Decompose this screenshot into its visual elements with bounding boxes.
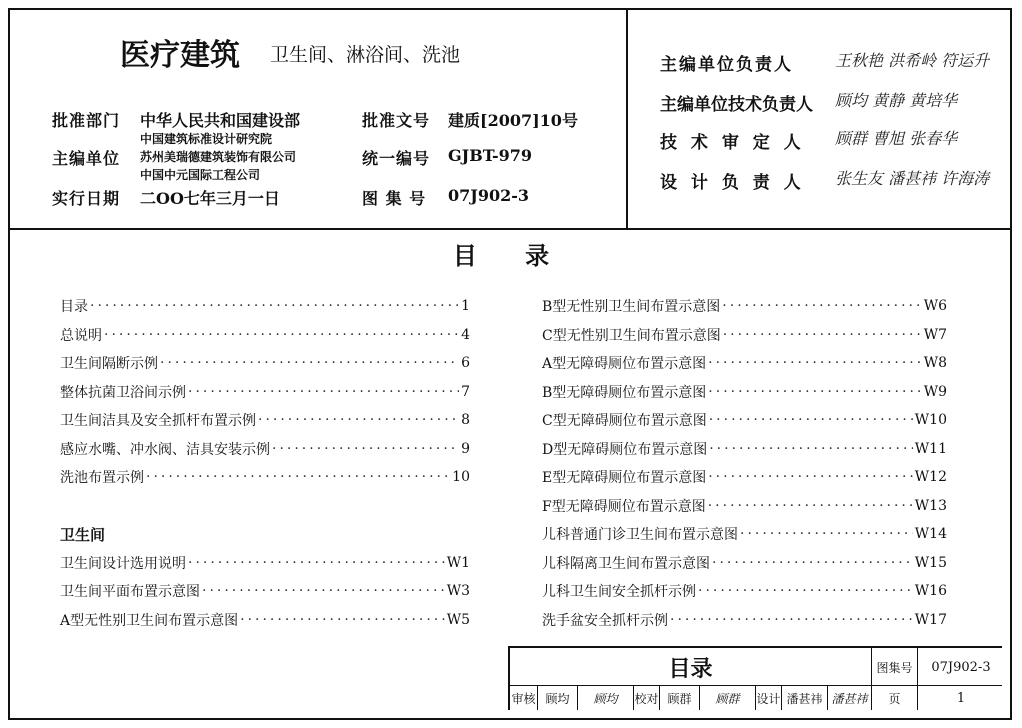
- toc-entry-title: C型无性别卫生间布置示意图: [542, 327, 721, 344]
- toc-entry-title: 卫生间设计选用说明: [60, 555, 186, 572]
- approval-doc-label: 批准文号: [362, 111, 431, 130]
- toc-title: 目 录: [452, 242, 570, 270]
- toc-entry-page: W12: [914, 469, 947, 486]
- signature-names-1: 王秋艳 洪希岭 符运升: [835, 51, 990, 70]
- toc-entry-page: W8: [923, 355, 947, 372]
- toc-leader: [670, 612, 913, 628]
- toc-right-column: [542, 292, 947, 634]
- page-number: 1: [956, 690, 966, 706]
- toc-entry-title: 感应水嘴、冲水阀、洁具安装示例: [60, 441, 270, 458]
- editor-unit-2: 苏州美瑞德建筑装饰有限公司: [140, 150, 297, 164]
- toc-entry-title: A型无性别卫生间布置示意图: [60, 612, 239, 629]
- toc-leader: [740, 526, 913, 542]
- toc-leader: [202, 583, 445, 599]
- title-block-atlas-value: 07J902-3: [931, 659, 991, 675]
- toc-entry[interactable]: [542, 321, 947, 350]
- toc-entry-page: W10: [914, 412, 947, 429]
- toc-entry[interactable]: [60, 463, 470, 492]
- check-name: 顾群: [660, 686, 700, 710]
- signature-role-4: 设 计 负 责 人: [660, 173, 805, 193]
- toc-entry-page: W7: [923, 326, 947, 343]
- page-title: 医疗建筑: [120, 38, 240, 73]
- title-block: [508, 646, 1002, 710]
- toc-entry[interactable]: [542, 292, 947, 321]
- toc-leader: [708, 384, 921, 400]
- toc-entry[interactable]: [542, 492, 947, 521]
- approval-doc-value: 建质[2007]10号: [448, 111, 578, 130]
- toc-entry[interactable]: [542, 520, 947, 549]
- toc-entry[interactable]: [542, 378, 947, 407]
- toc-leader: [708, 498, 913, 514]
- design-label: 设计: [756, 686, 782, 710]
- design-name: 潘甚祎: [782, 686, 828, 710]
- toc-entry-title: B型无障碍厕位布置示意图: [542, 384, 707, 401]
- toc-entry[interactable]: [60, 606, 470, 635]
- toc-leader: [708, 469, 913, 485]
- unified-no-label: 统一编号: [362, 149, 431, 168]
- effective-date-value: 二OO七年三月一日: [140, 189, 280, 208]
- title-block-top-row: [510, 648, 1002, 686]
- review-name: 顾均: [538, 686, 578, 710]
- toc-leader: [146, 469, 450, 485]
- toc-leader: [272, 441, 459, 457]
- toc-entry-page: W1: [446, 554, 470, 571]
- signature-role-1: 主编单位负责人: [660, 55, 793, 75]
- toc-left-column: [60, 292, 470, 634]
- toc-entry-title: 卫生间平面布置示意图: [60, 584, 200, 601]
- toc-leader: [240, 612, 445, 628]
- toc-entry-page: W3: [446, 583, 470, 600]
- signature-names-4: 张生友 潘甚祎 许海涛: [835, 169, 990, 188]
- header-divider: [10, 228, 1010, 230]
- toc-entry[interactable]: [60, 577, 470, 606]
- toc-leader: [258, 412, 459, 428]
- check-signature: 顾群: [700, 686, 756, 710]
- toc-entry-title: 儿科普通门诊卫生间布置示意图: [542, 527, 738, 544]
- toc-leader: [709, 412, 913, 428]
- toc-entry-page: W11: [914, 440, 947, 457]
- toc-entry[interactable]: [60, 321, 470, 350]
- check-label: 校对: [634, 686, 660, 710]
- unified-no-value: GJBT-979: [448, 146, 533, 165]
- toc-entry-title: D型无障碍厕位布置示意图: [542, 441, 708, 458]
- page-label: 页: [872, 686, 918, 710]
- toc-leader: [709, 441, 913, 457]
- atlas-no-value: 07J902-3: [448, 186, 530, 205]
- toc-entry[interactable]: [60, 435, 470, 464]
- toc-leader: [104, 327, 459, 343]
- toc-entry-title: 洗手盆安全抓杆示例: [542, 612, 668, 629]
- review-signature: 顾均: [578, 686, 634, 710]
- toc-entry-page: W16: [914, 583, 947, 600]
- toc-entry-title: E型无障碍厕位布置示意图: [542, 470, 707, 487]
- toc-entry-title: A型无障碍厕位布置示意图: [542, 356, 707, 373]
- toc-leader: [708, 355, 922, 371]
- title-block-bottom-row: [510, 686, 1002, 710]
- toc-entry[interactable]: [542, 435, 947, 464]
- toc-section-heading: 卫生间: [60, 525, 106, 544]
- toc-entry[interactable]: [542, 606, 947, 635]
- toc-entry-title: 整体抗菌卫浴间示例: [60, 384, 186, 401]
- toc-leader: [723, 327, 922, 343]
- toc-spacer: [60, 492, 470, 521]
- toc-leader: [160, 355, 459, 371]
- approval-dept-label: 批准部门: [52, 111, 121, 130]
- toc-entry[interactable]: [60, 292, 470, 321]
- toc-entry-title: 洗池布置示例: [60, 470, 144, 487]
- toc-entry[interactable]: [542, 577, 947, 606]
- toc-entry[interactable]: [60, 549, 470, 578]
- toc-leader: [188, 555, 445, 571]
- toc-entry-page: 7: [461, 383, 470, 400]
- toc-entry-title: 儿科隔离卫生间布置示意图: [542, 555, 710, 572]
- toc-entry-page: 9: [461, 440, 470, 457]
- toc-leader: [722, 298, 921, 314]
- page-subtitle: 卫生间、淋浴间、洗池: [270, 44, 461, 66]
- design-signature: 潘甚祎: [828, 686, 872, 710]
- toc-entry-page: W13: [914, 497, 947, 514]
- toc-entry-title: 总说明: [60, 327, 102, 344]
- toc-leader: [90, 298, 459, 314]
- toc-entry-title: 目录: [60, 299, 88, 316]
- title-block-atlas-label: 图集号: [872, 648, 918, 686]
- toc-entry[interactable]: [60, 406, 470, 435]
- toc-entry-title: B型无性别卫生间布置示意图: [542, 299, 721, 316]
- toc-entry[interactable]: [60, 349, 470, 378]
- editor-unit-3: 中国中元国际工程公司: [140, 168, 261, 182]
- approval-dept-value: 中华人民共和国建设部: [140, 111, 301, 130]
- toc-entry-page: 1: [461, 298, 470, 315]
- toc-entry-title: 卫生间隔断示例: [60, 356, 158, 373]
- signature-names-3: 顾群 曹旭 张春华: [835, 129, 958, 148]
- toc-entry[interactable]: [60, 378, 470, 407]
- toc-entry[interactable]: [542, 406, 947, 435]
- toc-entry-page: W15: [914, 554, 947, 571]
- toc-entry-page: 10: [452, 469, 470, 486]
- atlas-no-label: 图 集 号: [362, 189, 427, 208]
- signature-role-2: 主编单位技术负责人: [660, 95, 813, 115]
- toc-entry-page: 6: [461, 355, 470, 372]
- toc-entry-title: C型无障碍厕位布置示意图: [542, 413, 707, 430]
- toc-leader: [188, 384, 459, 400]
- toc-entry-page: 8: [461, 412, 470, 429]
- editor-unit-1: 中国建筑标准设计研究院: [140, 132, 273, 146]
- toc-entry-page: W14: [914, 526, 947, 543]
- toc-entry-title: 卫生间洁具及安全抓杆布置示例: [60, 413, 256, 430]
- toc-entry-page: W9: [923, 383, 947, 400]
- toc-entry-title: F型无障碍厕位布置示意图: [542, 498, 706, 515]
- review-label: 审核: [510, 686, 538, 710]
- toc-entry-page: W6: [923, 298, 947, 315]
- toc-entry-page: W5: [446, 611, 470, 628]
- toc-leader: [698, 583, 913, 599]
- toc-entry[interactable]: [542, 463, 947, 492]
- toc-entry[interactable]: [542, 349, 947, 378]
- title-block-title: 目录: [510, 648, 872, 686]
- editor-label: 主编单位: [52, 149, 121, 168]
- signature-role-3: 技 术 审 定 人: [660, 133, 805, 153]
- toc-entry[interactable]: [542, 549, 947, 578]
- signature-names-2: 顾均 黄静 黄培华: [835, 91, 958, 110]
- effective-date-label: 实行日期: [52, 189, 121, 208]
- toc-entry-page: 4: [461, 326, 470, 343]
- toc-entry-title: 儿科卫生间安全抓杆示例: [542, 584, 696, 601]
- toc-leader: [712, 555, 913, 571]
- toc-entry-page: W17: [914, 611, 947, 628]
